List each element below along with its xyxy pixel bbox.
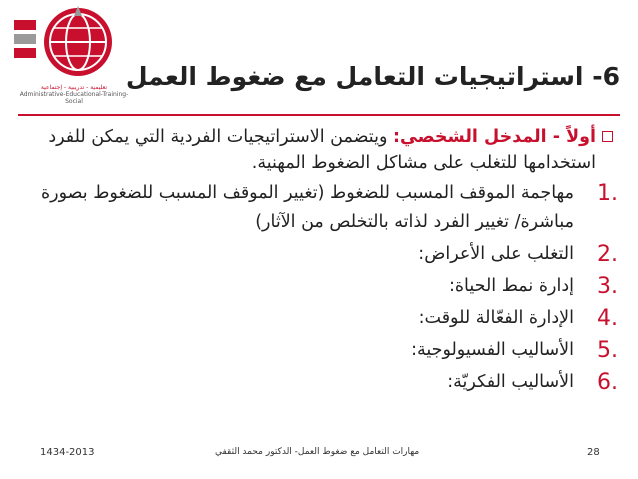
- list-item-text: الأساليب الفكريّة:: [447, 372, 574, 392]
- footer-year: 1434-2013: [40, 447, 95, 458]
- list-item: [14, 304, 618, 333]
- list-item-number: 1.: [597, 181, 618, 206]
- logo: [8, 2, 129, 105]
- list-item: [14, 240, 618, 269]
- bullet-personal-approach: [14, 124, 618, 176]
- list-item: [14, 179, 618, 237]
- list-item-number: 5.: [597, 338, 618, 363]
- list-item-number: 4.: [597, 306, 618, 331]
- globe-logo-icon: [8, 2, 120, 82]
- title-divider: [18, 114, 620, 116]
- slide-body: [14, 124, 618, 397]
- bullet-text: ويتضمن الاستراتيجيات الفردية التي يمكن للفرد استخدامها للتغلب على مشاكل الضغوط المهنية.: [48, 127, 596, 173]
- list-item-text: مهاجمة الموقف المسبب للضغوط (تغيير الموقف المسبب للضغوط بصورة مباشرة/ تغيير الفرد لذاته بالتخلص من الآثار): [40, 183, 574, 232]
- footer-page-number: 28: [587, 447, 600, 458]
- list-item-text: التغلب على الأعراض:: [418, 244, 574, 264]
- list-item: [14, 336, 618, 365]
- list-item-number: 2.: [597, 242, 618, 267]
- slide-title: 6- استراتيجيات التعامل مع ضغوط العمل: [125, 62, 620, 91]
- square-bullet-icon: [596, 124, 618, 142]
- logo-arabic-tagline: تعليمية - تدريبية - إجتماعية: [40, 84, 108, 91]
- list-item-text: إدارة نمط الحياة:: [448, 276, 574, 296]
- list-item-number: 6.: [597, 370, 618, 395]
- list-item-text: الأساليب الفسيولوجية:: [411, 340, 574, 360]
- footer-course-title: مهارات التعامل مع ضغوط العمل- الدكتور محمد الثقفي: [215, 447, 420, 457]
- list-item-number: 3.: [597, 274, 618, 299]
- list-item: [14, 272, 618, 301]
- list-item: [14, 368, 618, 397]
- logo-english-tagline: Administrative-Educational-Training-Social: [19, 91, 129, 105]
- list-item-text: الإدارة الفعّالة للوقت:: [418, 308, 574, 328]
- bullet-lead: أولاً - المدخل الشخصي:: [392, 127, 596, 147]
